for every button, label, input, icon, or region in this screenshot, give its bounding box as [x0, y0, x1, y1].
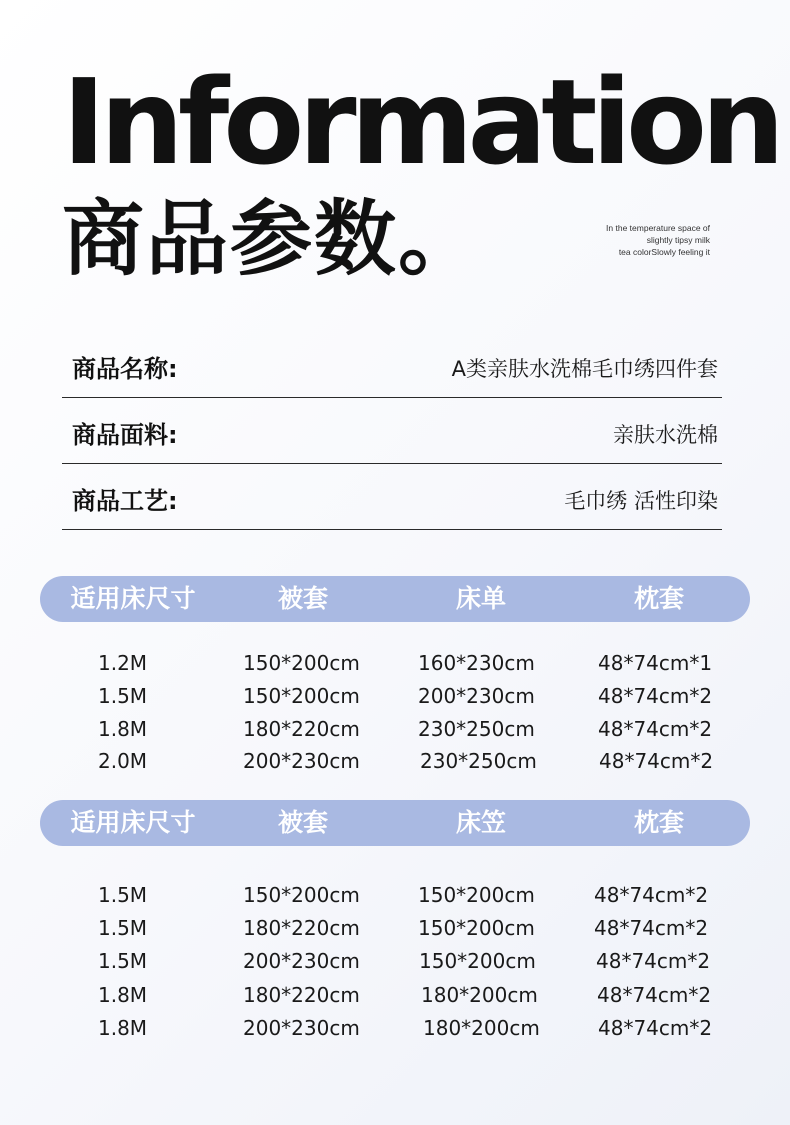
cell-pillow: 48*74cm*2	[594, 916, 709, 940]
cell-duvet: 180*220cm	[243, 717, 360, 741]
cell-sheet: 230*250cm	[420, 749, 537, 773]
cell-size: 1.5M	[98, 949, 148, 973]
cell-fitted-sheet: 150*200cm	[418, 916, 535, 940]
cell-duvet: 150*200cm	[243, 684, 360, 708]
info-row-craft	[62, 463, 722, 530]
table1-header	[40, 576, 750, 622]
cell-size: 1.5M	[98, 684, 148, 708]
table-row	[0, 713, 790, 745]
cell-duvet: 180*220cm	[243, 916, 360, 940]
cell-pillow: 48*74cm*2	[596, 949, 711, 973]
info-row-fabric	[62, 397, 722, 464]
table2-header-pillow: 枕套	[633, 808, 685, 837]
cell-pillow: 48*74cm*1	[598, 651, 713, 675]
table1-header-duvet: 被套	[277, 584, 329, 613]
table2-header-duvet: 被套	[277, 808, 329, 837]
tagline-line-3: tea colorSlowly feeling it	[618, 247, 710, 257]
cell-duvet: 150*200cm	[243, 883, 360, 907]
table1-header-pillow: 枕套	[633, 584, 685, 613]
table-row	[0, 979, 790, 1011]
cell-size: 1.5M	[98, 916, 148, 940]
table1-header-sheet: 床单	[455, 584, 507, 613]
cell-pillow: 48*74cm*2	[598, 717, 713, 741]
cell-sheet: 200*230cm	[418, 684, 535, 708]
cell-pillow: 48*74cm*2	[597, 983, 712, 1007]
cell-fitted-sheet: 180*200cm	[421, 983, 538, 1007]
info-value: A类亲肤水洗棉毛巾绣四件套	[451, 357, 718, 381]
table2-header-fitted-sheet: 床笠	[455, 808, 507, 837]
cell-fitted-sheet: 150*200cm	[418, 883, 535, 907]
table1-header-size: 适用床尺寸	[70, 584, 196, 613]
cell-fitted-sheet: 180*200cm	[423, 1016, 540, 1040]
hero-title	[62, 53, 780, 191]
cell-size: 1.2M	[98, 651, 148, 675]
cell-size: 1.5M	[98, 883, 148, 907]
cell-duvet: 200*230cm	[243, 949, 360, 973]
table-row	[0, 1012, 790, 1044]
info-value: 亲肤水洗棉	[613, 423, 718, 447]
table-row	[0, 745, 790, 777]
hero-subtitle: 商品参数。	[62, 192, 483, 287]
info-value: 毛巾绣 活性印染	[564, 489, 718, 513]
table2-header	[40, 800, 750, 846]
table2-header-size: 适用床尺寸	[70, 808, 196, 837]
tagline-line-1: In the temperature space of	[606, 223, 710, 233]
info-label: 商品面料:	[72, 421, 178, 449]
cell-fitted-sheet: 150*200cm	[419, 949, 536, 973]
cell-pillow: 48*74cm*2	[599, 749, 714, 773]
table-row	[0, 912, 790, 944]
cell-size: 1.8M	[98, 717, 148, 741]
cell-duvet: 200*230cm	[243, 1016, 360, 1040]
cell-sheet: 160*230cm	[418, 651, 535, 675]
cell-pillow: 48*74cm*2	[594, 883, 709, 907]
cell-duvet: 150*200cm	[243, 651, 360, 675]
cell-pillow: 48*74cm*2	[598, 684, 713, 708]
info-label: 商品工艺:	[72, 487, 178, 515]
tagline-line-2: slightly tipsy milk	[646, 235, 710, 245]
table-row	[0, 647, 790, 679]
cell-size: 1.8M	[98, 983, 148, 1007]
cell-duvet: 200*230cm	[243, 749, 360, 773]
info-row-name	[62, 331, 722, 398]
cell-pillow: 48*74cm*2	[598, 1016, 713, 1040]
table-row	[0, 879, 790, 911]
hero-title-text: Information	[62, 53, 780, 191]
table-row	[0, 945, 790, 977]
cell-duvet: 180*220cm	[243, 983, 360, 1007]
info-label: 商品名称:	[72, 355, 178, 383]
tagline	[606, 222, 710, 258]
cell-sheet: 230*250cm	[418, 717, 535, 741]
table-row	[0, 680, 790, 712]
cell-size: 2.0M	[98, 749, 148, 773]
cell-size: 1.8M	[98, 1016, 148, 1040]
